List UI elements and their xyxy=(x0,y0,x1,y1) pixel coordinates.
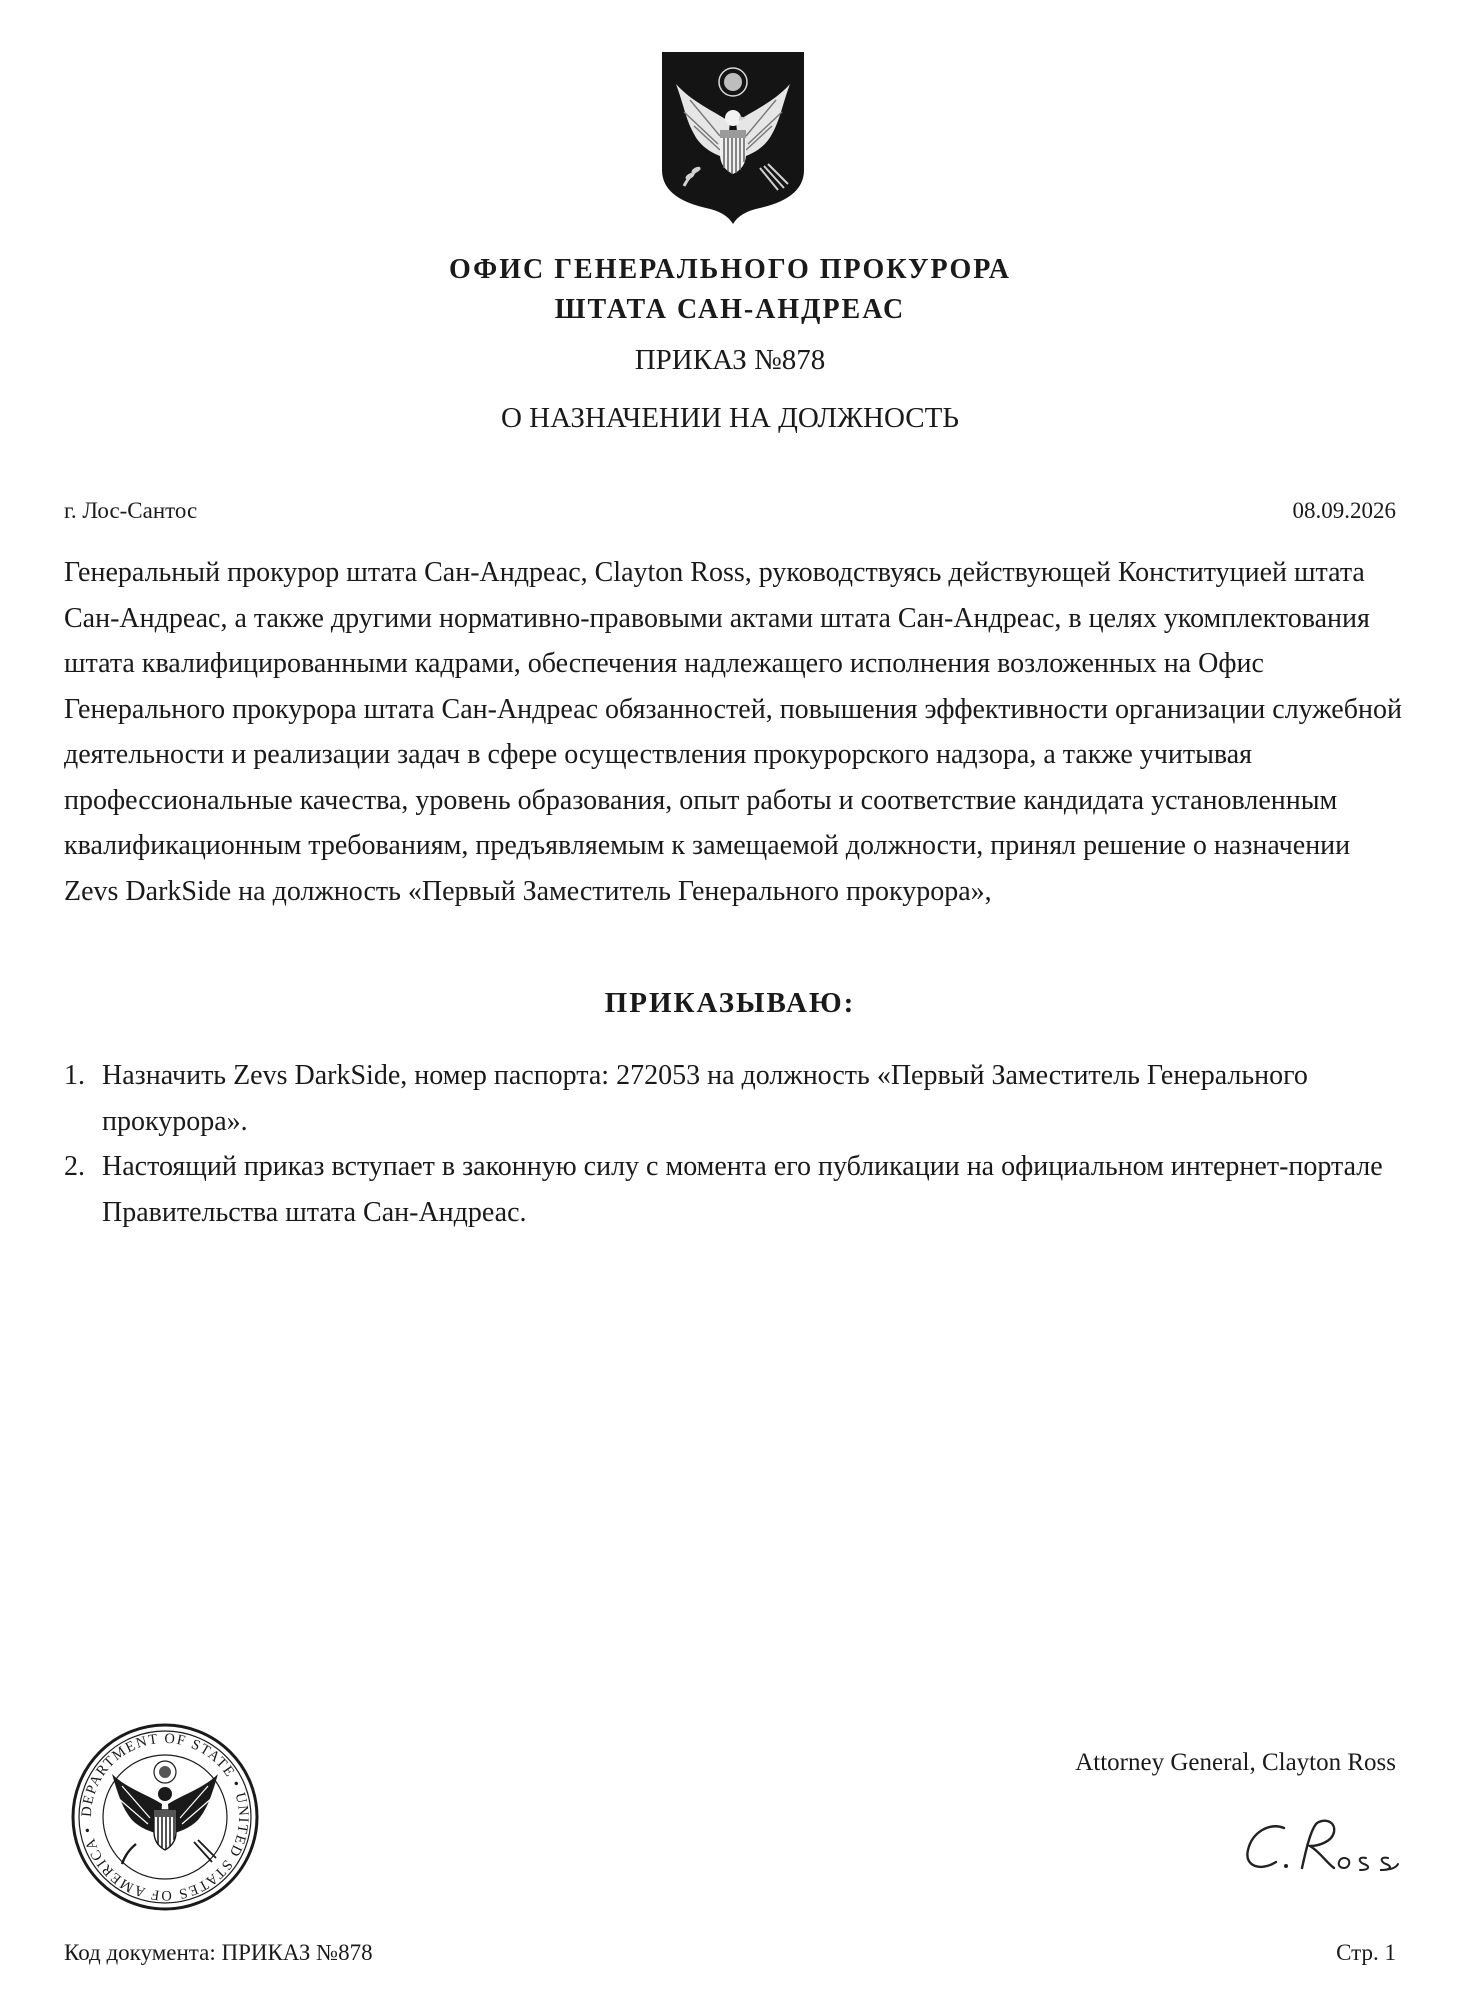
signature xyxy=(1240,1810,1400,1880)
decree-heading: ПРИКАЗЫВАЮ: xyxy=(604,987,856,1019)
list-item-text: Назначить Zevs DarkSide, номер паспорта: 272053 на должность «Первый Заместитель Генерального прокурора». xyxy=(102,1060,1308,1137)
document-code: Код документа: ПРИКАЗ №878 xyxy=(64,1940,373,1965)
order-items xyxy=(64,1053,1404,1235)
office-title: ОФИС ГЕНЕРАЛЬНОГО ПРОКУРОРА xyxy=(449,254,1011,285)
department-seal xyxy=(70,1722,260,1912)
preamble-paragraph: Генеральный прокурор штата Сан-Андреас, Clayton Ross, руководствуясь действующей Конституцией штата Сан-Андреас, а также другими нормативно-правовыми актами штата Сан-Андреас, в целях укомплектования штата квалифицированными кадрами, обеспечения надлежащего исполнения возложенных на Офис Генерального прокурора штата Сан-Андреас обязанностей, повышения эффективности организации служебной деятельности и реализации задач в сфере осуществления прокурорского надзора, а также учитывая профессиональные качества, уровень образования, опыт работы и соответствие кандидата установленным квалификационным требованиям, предъявляемым к замещаемой должности, принял решение о назначении Zevs DarkSide на должность «Первый Заместитель Генерального прокурора», xyxy=(64,557,1402,907)
state-title: ШТАТА САН-АНДРЕАС xyxy=(554,294,906,325)
order-number: ПРИКАЗ №878 xyxy=(634,344,826,376)
list-item xyxy=(64,1053,1404,1144)
list-item-number: 2. xyxy=(64,1151,85,1182)
list-item-number: 1. xyxy=(64,1060,85,1091)
document-date: 08.09.2026 xyxy=(1292,498,1396,523)
list-item xyxy=(64,1144,1404,1235)
document-city: г. Лос-Сантос xyxy=(64,498,198,523)
list-item-text: Настоящий приказ вступает в законную силу с момента его публикации на официальном интернет-портале Правительства штата Сан-Андреас. xyxy=(102,1151,1383,1228)
page-number: Стр. 1 xyxy=(1336,1940,1396,1965)
order-subject: О НАЗНАЧЕНИИ НА ДОЛЖНОСТЬ xyxy=(500,402,960,434)
seal-lettering: DEPARTMENT OF STATE • UNITED STATES OF AMERICA • xyxy=(78,1730,252,1904)
eagle-icon xyxy=(112,1761,218,1864)
signer-title: Attorney General, Clayton Ross xyxy=(1075,1749,1396,1776)
state-emblem xyxy=(660,50,806,226)
